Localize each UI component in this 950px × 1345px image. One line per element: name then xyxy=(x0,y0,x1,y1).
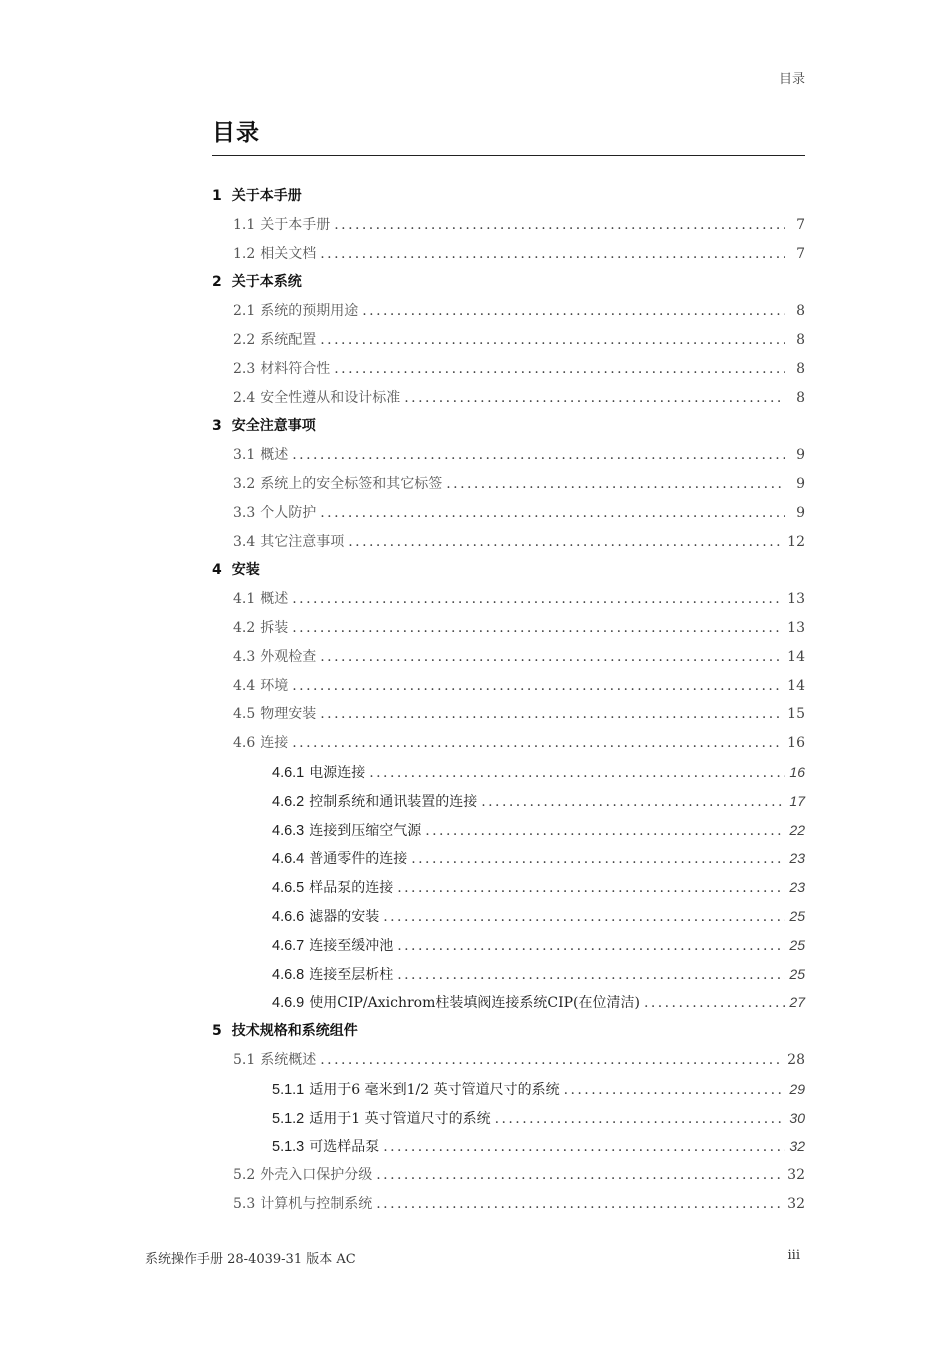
toc-entry-label: 其它注意事项 xyxy=(260,533,345,550)
toc-entry-number: 4.6.4 xyxy=(272,851,305,868)
toc-entry-label: 连接至层析柱 xyxy=(309,966,394,983)
toc-subsection-4-6-3[interactable] xyxy=(212,816,805,845)
toc-page-number: 25 xyxy=(789,936,805,953)
toc-entry-number: 3.2 xyxy=(233,475,256,492)
toc-subsection-4-6-2[interactable] xyxy=(212,787,805,816)
toc-page-number: 28 xyxy=(787,1051,805,1068)
dot-leader xyxy=(411,845,785,874)
page-title: 目录 xyxy=(212,120,260,146)
toc-page-number: 9 xyxy=(796,447,805,464)
toc-page-number: 29 xyxy=(789,1080,805,1097)
toc-entry-number: 1.1 xyxy=(233,216,256,233)
toc-entry-label: 普通零件的连接 xyxy=(309,851,408,868)
toc-section-3-2[interactable] xyxy=(212,470,805,499)
toc-entry-number: 3.3 xyxy=(233,504,256,521)
dot-leader xyxy=(397,874,785,903)
dot-leader xyxy=(320,1046,783,1075)
toc-subsection-4-6-6[interactable] xyxy=(212,902,805,931)
toc-entry-number: 1 xyxy=(212,188,222,204)
toc-page-number: 14 xyxy=(787,677,805,694)
footer-document-id: 系统操作手册 28-4039-31 版本 AC xyxy=(145,1252,356,1267)
toc-subsection-5-1-3[interactable] xyxy=(212,1132,805,1161)
toc-entry-number: 4.3 xyxy=(233,648,256,665)
dot-leader xyxy=(383,903,785,932)
toc-page-number: 13 xyxy=(787,619,805,636)
toc-page-number: 25 xyxy=(789,965,805,982)
toc-entry-label: 拆装 xyxy=(260,619,289,636)
toc-entry-number: 4.6.1 xyxy=(272,764,305,781)
toc-entry-number: 2 xyxy=(212,274,222,291)
toc-entry-label: 外壳入口保护分级 xyxy=(260,1167,373,1184)
toc-page-number: 15 xyxy=(787,706,805,723)
dot-leader xyxy=(397,932,785,961)
toc-entry-number: 4.6 xyxy=(233,735,256,752)
toc-entry-number: 2.3 xyxy=(233,360,256,377)
toc-page-number: 30 xyxy=(789,1109,805,1126)
toc-entry-number: 3.4 xyxy=(233,533,256,550)
toc-page-number: 13 xyxy=(787,591,805,608)
toc-page-number: 23 xyxy=(789,850,805,867)
toc-entry-label: 个人防护 xyxy=(260,504,317,521)
toc-section-5-2[interactable] xyxy=(212,1161,805,1190)
toc-entry-label: 关于本手册 xyxy=(231,188,302,204)
dot-leader xyxy=(383,1133,785,1162)
toc-section-4-3[interactable] xyxy=(212,643,805,672)
toc-entry-number: 5 xyxy=(212,1023,222,1040)
toc-entry-number: 4.6.6 xyxy=(272,908,305,925)
toc-section-4-5[interactable] xyxy=(212,700,805,729)
toc-chapter-3[interactable] xyxy=(212,412,805,441)
toc-entry-label: 技术规格和系统组件 xyxy=(231,1023,358,1040)
toc-section-3-1[interactable] xyxy=(212,441,805,470)
toc-entry-label: 关于本手册 xyxy=(260,216,331,233)
toc-entry-label: 连接 xyxy=(260,735,289,752)
toc-section-4-6[interactable] xyxy=(212,729,805,758)
toc-entry-number: 5.1.2 xyxy=(272,1110,305,1127)
toc-entry-label: 连接到压缩空气源 xyxy=(309,822,422,839)
toc-entry-label: 滤器的安装 xyxy=(309,908,380,925)
toc-entry-label: 环境 xyxy=(260,677,289,694)
toc-entry-number: 4.6.9 xyxy=(272,995,305,1012)
dot-leader xyxy=(292,441,785,470)
toc-page-number: 8 xyxy=(796,360,805,377)
toc-page-number: 7 xyxy=(796,216,805,233)
toc-entry-number: 5.2 xyxy=(233,1167,256,1184)
toc-chapter-1[interactable] xyxy=(212,182,805,211)
toc-entry-number: 4.5 xyxy=(233,706,256,723)
toc-entry-label: 概述 xyxy=(260,447,289,464)
toc-entry-number: 3.1 xyxy=(233,447,256,464)
dot-leader xyxy=(320,643,783,672)
dot-leader xyxy=(425,817,785,846)
toc-chapter-2[interactable] xyxy=(212,268,805,297)
toc-page-number: 12 xyxy=(787,533,805,550)
dot-leader xyxy=(564,1076,785,1105)
dot-leader xyxy=(348,528,783,557)
toc-entry-label: 可选样品泵 xyxy=(309,1139,380,1156)
dot-leader xyxy=(320,499,785,528)
toc-section-2-4[interactable] xyxy=(212,384,805,413)
toc-entry-number: 4.6.8 xyxy=(272,966,305,983)
toc-page-number: 25 xyxy=(789,907,805,924)
dot-leader xyxy=(481,788,785,817)
toc-section-5-3[interactable] xyxy=(212,1190,805,1219)
toc-page-number: 16 xyxy=(789,763,805,780)
toc-chapter-5[interactable] xyxy=(212,1017,805,1046)
toc-entry-label: 样品泵的连接 xyxy=(309,880,394,897)
toc-entry-label: 安全注意事项 xyxy=(231,418,316,435)
toc-entry-label: 概述 xyxy=(260,591,289,608)
toc-page-number: 7 xyxy=(796,245,805,262)
toc-entry-label: 连接至缓冲池 xyxy=(309,937,394,954)
dot-leader xyxy=(292,585,783,614)
toc-page-number: 22 xyxy=(789,821,805,838)
toc-section-2-3[interactable] xyxy=(212,355,805,384)
toc-subsection-4-6-4[interactable] xyxy=(212,844,805,873)
toc-entry-number: 4.6.2 xyxy=(272,793,305,810)
toc-entry-label: 系统概述 xyxy=(260,1051,317,1068)
toc-entry-number: 5.1.1 xyxy=(272,1081,305,1098)
toc-entry-label: 使用CIP/Axichrom柱装填阀连接系统CIP(在位清洁) xyxy=(309,995,640,1012)
dot-leader xyxy=(320,326,785,355)
toc-page-number: 32 xyxy=(787,1195,805,1212)
toc-entry-label: 系统配置 xyxy=(260,331,317,348)
dot-leader xyxy=(320,700,783,729)
toc-entry-label: 系统的预期用途 xyxy=(260,303,359,320)
toc-chapter-4[interactable] xyxy=(212,556,805,585)
toc-entry-number: 3 xyxy=(212,418,222,435)
toc-entry-label: 控制系统和通讯装置的连接 xyxy=(309,793,478,810)
toc-section-4-1[interactable] xyxy=(212,585,805,614)
toc-entry-number: 4.1 xyxy=(233,591,256,608)
dot-leader xyxy=(369,759,785,788)
toc-subsection-4-6-7[interactable] xyxy=(212,931,805,960)
toc-page-number: 27 xyxy=(789,994,805,1011)
dot-leader xyxy=(404,384,785,413)
toc-entry-label: 系统上的安全标签和其它标签 xyxy=(260,475,443,492)
footer-page-number: iii xyxy=(787,1248,800,1263)
toc-entry-number: 4.2 xyxy=(233,619,256,636)
toc-entry-number: 2.4 xyxy=(233,389,256,406)
dot-leader xyxy=(334,355,785,384)
dot-leader xyxy=(644,989,785,1018)
toc-entry-number: 4 xyxy=(212,562,222,579)
toc-section-4-4[interactable] xyxy=(212,672,805,701)
toc-entry-number: 4.4 xyxy=(233,677,256,694)
toc-section-4-2[interactable] xyxy=(212,614,805,643)
toc-section-2-1[interactable] xyxy=(212,297,805,326)
dot-leader xyxy=(292,729,783,758)
toc-entry-label: 安全性遵从和设计标准 xyxy=(260,389,401,406)
toc-section-1-2[interactable] xyxy=(212,240,805,269)
dot-leader xyxy=(292,614,783,643)
dot-leader xyxy=(376,1190,783,1219)
toc-entry-number: 5.3 xyxy=(233,1195,256,1212)
toc-section-2-2[interactable] xyxy=(212,326,805,355)
toc-entry-number: 5.1.3 xyxy=(272,1139,305,1156)
table-of-contents xyxy=(212,182,805,1219)
toc-entry-number: 2.2 xyxy=(233,331,256,348)
toc-subsection-4-6-1[interactable] xyxy=(212,758,805,787)
toc-entry-label: 关于本系统 xyxy=(231,274,302,291)
toc-page-number: 8 xyxy=(796,389,805,406)
toc-page-number: 8 xyxy=(796,331,805,348)
toc-page-number: 8 xyxy=(796,303,805,320)
running-header: 目录 xyxy=(778,72,805,87)
dot-leader xyxy=(334,211,785,240)
toc-entry-label: 电源连接 xyxy=(309,764,366,781)
toc-subsection-5-1-2[interactable] xyxy=(212,1104,805,1133)
toc-page-number: 32 xyxy=(787,1167,805,1184)
toc-subsection-4-6-9[interactable] xyxy=(212,988,805,1017)
dot-leader xyxy=(397,961,785,990)
toc-page-number: 23 xyxy=(789,879,805,896)
toc-page-number: 32 xyxy=(789,1138,805,1155)
toc-entry-label: 适用于1 英寸管道尺寸的系统 xyxy=(309,1110,491,1127)
toc-entry-number: 4.6.5 xyxy=(272,880,305,897)
toc-subsection-4-6-5[interactable] xyxy=(212,873,805,902)
dot-leader xyxy=(292,672,783,701)
toc-section-5-1[interactable] xyxy=(212,1046,805,1075)
toc-section-1-1[interactable] xyxy=(212,211,805,240)
toc-page-number: 16 xyxy=(787,735,805,752)
dot-leader xyxy=(362,297,785,326)
toc-entry-label: 相关文档 xyxy=(260,245,317,262)
toc-section-3-3[interactable] xyxy=(212,499,805,528)
toc-entry-number: 1.2 xyxy=(233,245,256,262)
dot-leader xyxy=(320,240,785,269)
toc-entry-label: 计算机与控制系统 xyxy=(260,1195,373,1212)
toc-entry-label: 外观检查 xyxy=(260,648,317,665)
toc-page-number: 17 xyxy=(789,792,805,809)
dot-leader xyxy=(376,1161,783,1190)
toc-entry-label: 安装 xyxy=(231,562,260,579)
toc-page-number: 14 xyxy=(787,648,805,665)
toc-entry-label: 物理安装 xyxy=(260,706,317,723)
dot-leader xyxy=(495,1105,785,1134)
toc-entry-number: 2.1 xyxy=(233,303,256,320)
toc-page-number: 9 xyxy=(796,475,805,492)
toc-subsection-5-1-1[interactable] xyxy=(212,1075,805,1104)
toc-entry-number: 5.1 xyxy=(233,1051,256,1068)
dot-leader xyxy=(446,470,785,499)
toc-section-3-4[interactable] xyxy=(212,528,805,557)
toc-entry-label: 材料符合性 xyxy=(260,360,331,377)
title-divider xyxy=(212,155,805,156)
toc-entry-label: 适用于6 毫米到1/2 英寸管道尺寸的系统 xyxy=(309,1081,560,1098)
toc-entry-number: 4.6.3 xyxy=(272,822,305,839)
toc-subsection-4-6-8[interactable] xyxy=(212,960,805,989)
toc-page-number: 9 xyxy=(796,504,805,521)
toc-entry-number: 4.6.7 xyxy=(272,937,305,954)
